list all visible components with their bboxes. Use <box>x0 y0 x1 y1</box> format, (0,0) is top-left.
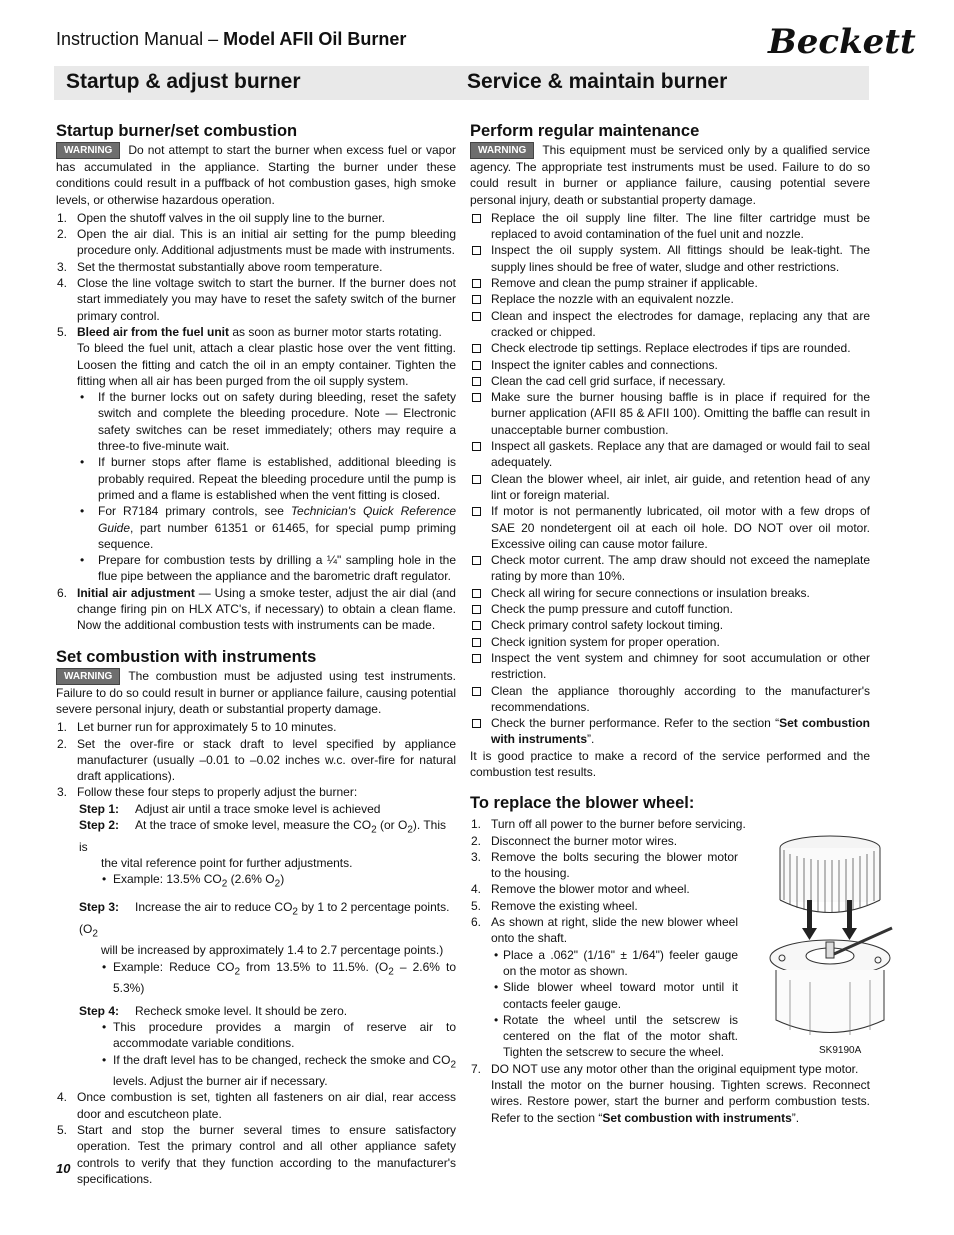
checklist-item: Clean the appliance thoroughly according to the manufacturer's recommendations. <box>470 683 870 716</box>
left-column <box>56 118 456 1187</box>
list-item: 3. Follow these four steps to properly adjust the burner: <box>57 785 358 800</box>
list-item: 3. Set the thermostat substantially above room temperature. <box>57 259 383 274</box>
warning-badge: WARNING <box>56 668 120 685</box>
checklist-item: Clean the cad cell grid surface, if necessary. <box>470 373 870 389</box>
list-item: 7. DO NOT use any motor other than the original equipment type motor. Install the motor on the burner housing. Tighten screws. Reconnect wires. Restore power, start the burner and perform combustion tests. Refer to the section “Set combustion with instruments”. <box>471 1061 870 1125</box>
checklist-item: Remove and clean the pump strainer if applicable. <box>470 275 870 291</box>
list-item: 1. Let burner run for approximately 5 to 10 minutes. <box>57 720 337 735</box>
bullet-item: • This procedure provides a margin of reserve air to accommodate variable conditions. <box>56 1019 456 1052</box>
list-item: 5. Remove the existing wheel. <box>471 898 638 913</box>
step-2: Step 2: At the trace of smoke level, measure the $CO_2$ (or $O_2$). This is <box>79 817 447 854</box>
example-bullet: • Example: 13.5% $CO_2$ (2.6% $O_2$) <box>56 871 456 893</box>
maintenance-checklist <box>470 210 870 748</box>
page-number: 10 <box>56 1161 71 1176</box>
warning-badge: WARNING <box>470 142 534 159</box>
manual-title: Instruction Manual – Model AFII Oil Burner <box>56 29 407 49</box>
checklist-item: Clean the blower wheel, air inlet, air guide, and retention head of any lint or foreign material. <box>470 471 870 504</box>
figure-label: SK9190A <box>819 1045 862 1056</box>
combustion-steps: 1. Let burner run for approximately 5 to 10 minutes. 2. Set the over-fire or stack draft to level specified by appliance manufacturer (usually –0.01 to –0.02 inches w.c. over-fire for natural draft applications). 3. Follow these four steps to properly adjust the burner: Step 1: Adjust air until a trace smoke level is achieved Step 2: At the trace of smoke level, measure the $CO_2$ (or $O_2$). This is the vital reference point for further adjustments. • Example: 13.5% $CO_2$ (2.6% $O_2$) Step 3: Increase the air to reduce $CO_2$ by 1 to 2 percentage points. ($O_2$ will be increased by approximately 1.4 to 2.7 percentage points.) • Example: Reduce $CO_2$ from 13.5% to 11.5%. ($O_2 - 2.6\%$ to 5.3%) Step 4: Recheck smoke level. It should be zero. • This procedure provides a margin of reserve air to accommodate variable conditions. • If the draft level has to be changed, recheck the smoke and $CO_2$ levels. Adjust the burner air if necessary. 4. Once combustion is set, tighten all fasteners on air dial, rear access door and escutcheon plate. 5. Start and stop the burner several times to ensure satisfactory operation. Test the primary control and all other appliance safety controls to verify that they function according to the manufacturer's specifications. <box>56 719 456 1187</box>
bullet-item: • Slide blower wheel toward motor until it contacts feeler gauge. <box>470 979 738 1012</box>
blower-wheel-heading: To replace the blower wheel: <box>470 794 695 813</box>
set-combustion-heading: Set combustion with instruments <box>56 647 317 666</box>
maintenance-warning-text: WARNING This equipment must be serviced only by a qualified service agency. The appropriate test instruments must be used. Failure to do so could result in burner or appliance failure, causing potential severe personal injury, death or substantial property damage. <box>470 143 870 207</box>
good-practice-note: It is good practice to make a record of the service performed and the combustion test results. <box>470 748 870 779</box>
list-item: 6. As shown at right, slide the new blower wheel onto the shaft. <box>471 915 738 946</box>
checklist-item: Check all wiring for secure connections or insulation breaks. <box>470 585 870 601</box>
checklist-item: Check primary control safety lockout timing. <box>470 617 870 633</box>
list-item: 3. Remove the bolts securing the blower motor to the housing. <box>471 849 738 881</box>
list-item: 2. Open the air dial. This is an initial air setting for the pump bleeding procedure only. Additional adjustments must be made with instruments. <box>57 227 456 258</box>
step-4: Step 4: Recheck smoke level. It should be zero. <box>79 1003 348 1018</box>
checklist-item: Make sure the burner housing baffle is in place if required for the burner application (AFII 85 & AFII 100). Omitting the baffle can result in unacceptable burner combustion. <box>470 389 870 438</box>
bullet-item: • If the burner locks out on safety during bleeding, reset the safety switch and complete the bleeding procedure. Note — Electronic safety switches can be reset immediately; others may require a three-to five-minute wait. <box>56 389 456 454</box>
checklist-item: Check ignition system for proper operation. <box>470 634 870 650</box>
checklist-item: Check the burner performance. Refer to the section “Set combustion with instruments”. <box>470 715 870 748</box>
list-item: 1. Open the shutoff valves in the oil supply line to the burner. <box>57 210 385 225</box>
band-title-right: Service & maintain burner <box>467 70 728 93</box>
list-item: 1. Turn off all power to the burner before servicing. <box>471 817 746 832</box>
band-title-left: Startup & adjust burner <box>66 70 301 93</box>
step-3: Step 3: Increase the air to reduce $CO_2$ by 1 to 2 percentage points. ($O_2$ <box>79 899 450 940</box>
checklist-item: Inspect the oil supply system. All fittings should be leak-tight. The supply lines should be free of water, sludge and other restrictions. <box>470 242 870 275</box>
bleed-paragraph: To bleed the fuel unit, attach a clear plastic hose over the vent fitting. Loosen the fitting and catch the oil in an empty container. Tighten the fitting when all air has been purged from the oil supply system. <box>77 341 456 388</box>
checklist-item: Check electrode tip settings. Replace electrodes if tips are rounded. <box>470 340 870 356</box>
combustion-warning-text: WARNING The combustion must be adjusted using test instruments. Failure to do so could result in burner or appliance failure, causing potential severe personal injury, death or substantial property damage. <box>56 668 456 716</box>
checklist-item: Replace the oil supply line filter. The line filter cartridge must be replaced to avoid contamination of the fuel unit and nozzle. <box>470 210 870 243</box>
model-name: Model AFII Oil Burner <box>223 29 407 49</box>
checklist-item: Check motor current. The amp draw should not exceed the nameplate rating by more than 10%. <box>470 552 870 585</box>
list-item: 2. Set the over-fire or stack draft to level specified by appliance manufacturer (usually –0.01 to –0.02 inches w.c. over-fire for natural draft applications). <box>57 736 456 784</box>
checklist-item: Inspect the vent system and chimney for soot accumulation or other restriction. <box>470 650 870 683</box>
step-1: Step 1: Adjust air until a trace smoke level is achieved <box>79 801 381 816</box>
list-item: 5. Start and stop the burner several times to ensure satisfactory operation. Test the primary control and all other appliance safety controls to verify that they function according to the manufacturer's specifications. <box>57 1123 456 1186</box>
maintenance-heading: Perform regular maintenance <box>470 122 700 140</box>
bullet-item: • Rotate the wheel until the setscrew is centered on the flat of the motor shaft. Tighten the setscrew to secure the wheel. <box>470 1012 738 1061</box>
list-item: 4. Remove the blower motor and wheel. <box>471 882 690 897</box>
example-bullet: • Example: Reduce $CO_2$ from 13.5% to 11.5%. ($O_2 - 2.6\%$ to 5.3%) <box>56 959 456 997</box>
blower-wheel-illustration <box>760 830 900 1060</box>
list-item: 4. Once combustion is set, tighten all fasteners on air dial, rear access door and escutcheon plate. <box>57 1090 456 1121</box>
checklist-item: Check the pump pressure and cutoff function. <box>470 601 870 617</box>
startup-steps <box>56 210 456 634</box>
list-item: 6. Initial air adjustment — Using a smoke tester, adjust the air dial (and change firing pin on HLX ATC's, if necessary) to obtain a clean flame. Now the additional combustion tests with instruments can be made. <box>57 585 456 633</box>
list-item: 5. Bleed air from the fuel unit as soon as burner motor starts rotating. <box>57 324 442 339</box>
startup-warning-text: WARNING Do not attempt to start the burner when excess fuel or vapor has accumulated in the appliance. Starting the burner under these conditions could result in a puffback of hot combustion gases, high smoke levels, or otherwise hazardous operation. <box>56 143 456 207</box>
checklist-item: Replace the nozzle with an equivalent nozzle. <box>470 291 870 307</box>
bullet-item: • For R7184 primary controls, see Technician's Quick Reference Guide, part number 61351 or 61465, for special pump priming sequence. <box>56 503 456 552</box>
startup-heading: Startup burner/set combustion <box>56 122 298 140</box>
list-item: 4. Close the line voltage switch to start the burner. If the burner does not start immediately you may have to reset the safety switch of the burner primary control. <box>57 276 456 323</box>
warning-badge: WARNING <box>56 142 120 159</box>
bullet-item: • Prepare for combustion tests by drilling a ¼" sampling hole in the flue pipe between the appliance and the barometric draft regulator. <box>56 552 456 585</box>
checklist-item: If motor is not permanently lubricated, oil motor with a few drops of SAE 20 nondetergent oil at each oil hole. DO NOT over oil motor. Excessive oiling can cause motor failure. <box>470 503 870 552</box>
list-item: 2. Disconnect the burner motor wires. <box>471 833 678 848</box>
beckett-logo: Beckett <box>768 22 916 62</box>
checklist-item: Clean and inspect the electrodes for damage, replacing any that are cracked or chipped. <box>470 308 870 341</box>
bullet-item: • If burner stops after flame is established, additional bleeding is probably required. Repeat the bleeding procedure until the pump is primed and a flame is established when the vent fitting is closed. <box>56 454 456 503</box>
checklist-item: Inspect the igniter cables and connections. <box>470 357 870 373</box>
bullet-item: • Place a .062" (1/16" ± 1/64") feeler gauge on the motor as shown. <box>470 947 738 980</box>
bullet-item: • If the draft level has to be changed, recheck the smoke and $CO_2$ levels. Adjust the burner air if necessary. <box>56 1052 456 1090</box>
checklist-item: Inspect all gaskets. Replace any that are damaged or would fail to seal adequately. <box>470 438 870 471</box>
